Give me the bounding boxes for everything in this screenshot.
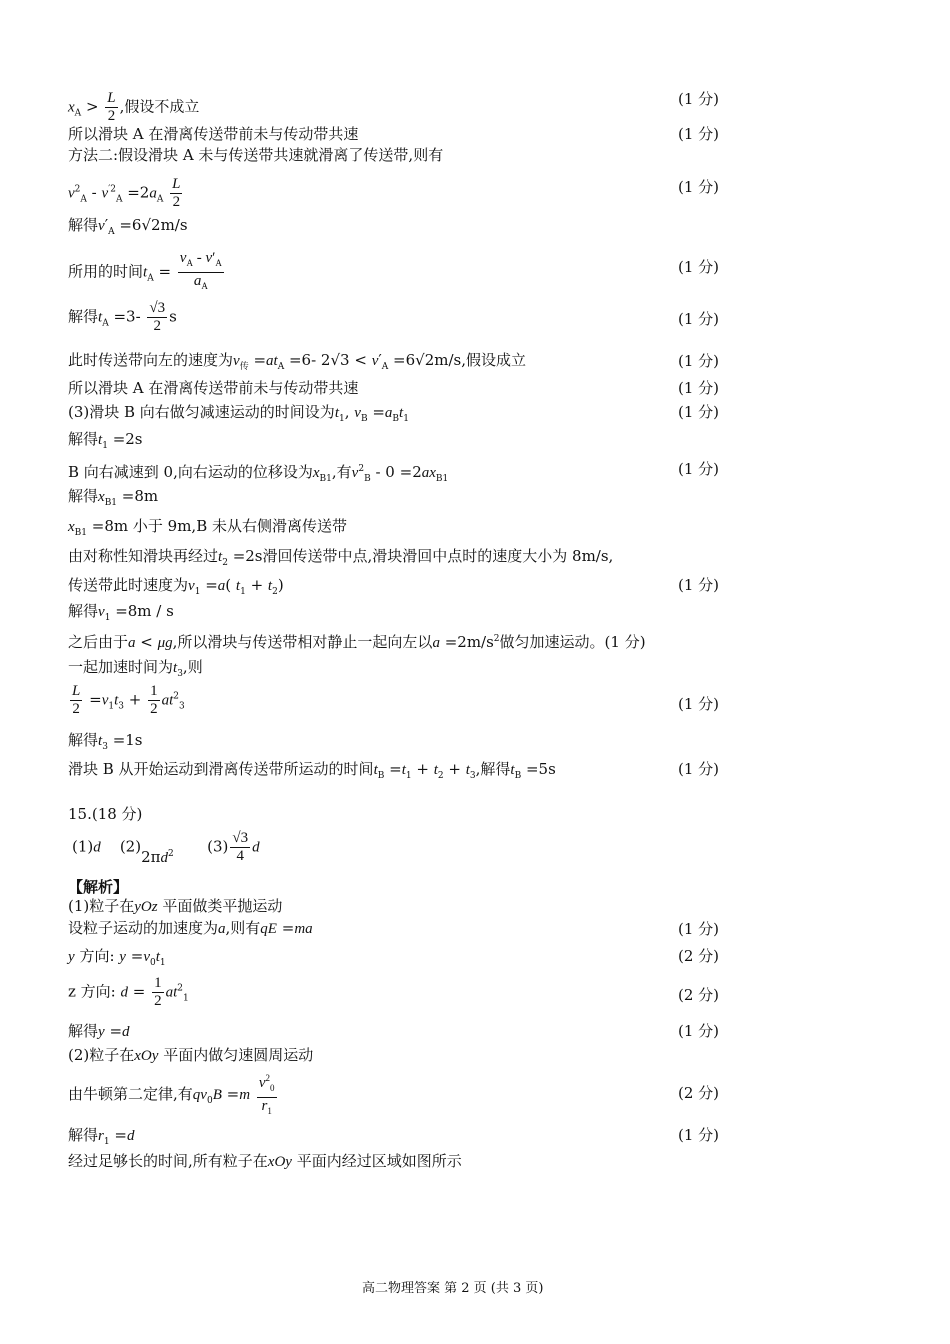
equation-line: 所用的时间$t_A$ = $\frac{v_A - v'_A}{a_A}$ bbox=[68, 250, 222, 291]
points-6: (1 分) bbox=[678, 352, 720, 370]
text-line: 所以滑块 A 在滑离传送带前未与传动带共速 bbox=[68, 125, 359, 143]
text-line: 解得$r_1 =d$ bbox=[68, 1126, 135, 1147]
text-line: 解得$v'_A =6√2m/s$ bbox=[68, 216, 188, 237]
text-line: 方法二:假设滑块 A 未与传送带共速就滑离了传送带,则有 bbox=[68, 146, 444, 164]
points-8: (1 分) bbox=[678, 403, 720, 421]
text-line: 解得$t_1 =2s$ bbox=[68, 430, 143, 451]
text-line: 解得$x_{B1} =8m$ bbox=[68, 487, 159, 508]
text-line: 解得$t_3 =1s$ bbox=[68, 731, 143, 752]
equation-line: $\frac{L}{2}$ $=v_1t_3$ + $\frac{1}{2}$ $at^2_3$ bbox=[72, 683, 185, 717]
line-xa-condition: $x_A$ > $\frac{L}{2}$ ,假设不成立 bbox=[68, 90, 200, 124]
points-11: (1 分) bbox=[678, 695, 720, 713]
analysis-header: 【解析】 bbox=[68, 878, 129, 896]
equation-line: z 方向: d = $\frac{1}{2}$ $at^2_1$ bbox=[68, 975, 189, 1009]
equation-line: 解得$t_A =3-$ $\frac{√3}{2}$ s bbox=[68, 300, 177, 334]
text-line: 之后由于a < μg,所以滑块与传送带相对静止一起向左以$a =2m/s^2$做匀加速运动。(1 分) bbox=[68, 633, 646, 651]
text-line: 由对称性知滑块再经过$t_2 =2s$滑回传送带中点,滑块滑回中点时的速度大小为 8m/s, bbox=[68, 547, 614, 568]
points-3: (1 分) bbox=[678, 178, 720, 196]
text-line: 传送带此时速度为$v_1 =a$( $t_1 + t_2$) bbox=[68, 576, 284, 597]
page-footer: 高二物理答案 第 2 页 (共 3 页) bbox=[362, 1281, 544, 1296]
answers-line: (1)d $(2)2\pi d^2$ (3) $\frac{√3}{4}$ d bbox=[72, 830, 260, 866]
points-5: (1 分) bbox=[678, 310, 720, 328]
text-line: (3)滑块 B 向右做匀减速运动的时间设为$t_1$, $v_B =a_Bt_1$ bbox=[68, 403, 409, 424]
points-12: (1 分) bbox=[678, 760, 720, 778]
text-line: 解得$v_1 =8m / s$ bbox=[68, 602, 174, 623]
points-9: (1 分) bbox=[678, 460, 720, 478]
text-line: y 方向: $y =v_0t_1$ bbox=[68, 947, 166, 968]
text-line: (1)粒子在yOz 平面做类平抛运动 bbox=[68, 897, 283, 915]
points-17: (2 分) bbox=[678, 1084, 720, 1102]
points-15: (2 分) bbox=[678, 986, 720, 1004]
text-line: 解得y =d bbox=[68, 1022, 130, 1040]
points-4: (1 分) bbox=[678, 258, 720, 276]
text-line: B 向右减速到 0,向右运动的位移设为$x_{B1}$,有$v^2_B - 0 =2ax_{B1}$ bbox=[68, 463, 449, 484]
text-line: 一起加速时间为$t_3$,则 bbox=[68, 658, 203, 679]
equation-line: 由牛顿第二定律,有$qv_0B =m$ $\frac{v^2_0}{r_1}$ bbox=[68, 1070, 279, 1120]
equation-line: $v^2_A - v^{'2}_A =2a_A$ $\frac{L}{2}$ bbox=[68, 176, 181, 210]
text-line: 此时传送带向左的速度为$v_传 =at_A =6-$ $2√3 < v'_A =6√2m/s$,假设成立 bbox=[68, 351, 527, 372]
text-line: $x_{B1} =8m$ 小于 9m,B 未从右侧滑离传送带 bbox=[68, 517, 347, 538]
text-line: 设粒子运动的加速度为a,则有qE =ma bbox=[68, 919, 313, 937]
points-13: (1 分) bbox=[678, 920, 720, 938]
points-18: (1 分) bbox=[678, 1126, 720, 1144]
points-16: (1 分) bbox=[678, 1022, 720, 1040]
points-14: (2 分) bbox=[678, 947, 720, 965]
points-10: (1 分) bbox=[678, 576, 720, 594]
text-line: 所以滑块 A 在滑离传送带前未与传动带共速 bbox=[68, 379, 359, 397]
points-2: (1 分) bbox=[678, 125, 720, 143]
text-line: (2)粒子在xOy 平面内做匀速圆周运动 bbox=[68, 1046, 314, 1064]
text-line: 经过足够长的时间,所有粒子在xOy 平面内经过区域如图所示 bbox=[68, 1152, 462, 1170]
points-1: (1 分) bbox=[678, 90, 720, 108]
points-7: (1 分) bbox=[678, 379, 720, 397]
text-line: 滑块 B 从开始运动到滑离传送带所运动的时间$t_B =t_1 + t_2 + t_3$,解得$t_B =5s$ bbox=[68, 760, 556, 781]
question-title: 15.(18 分) bbox=[68, 805, 143, 823]
